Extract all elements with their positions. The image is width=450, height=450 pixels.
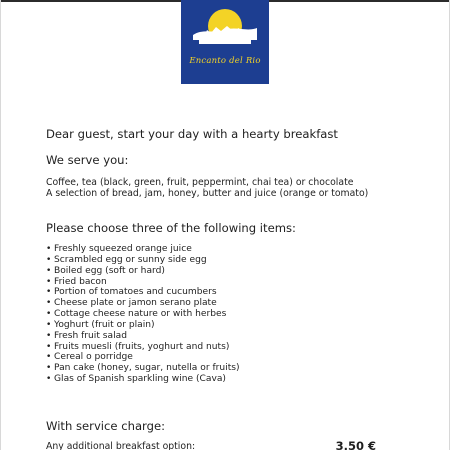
bullet-icon: • [46, 287, 52, 298]
ground-icon [199, 39, 251, 44]
list-item-text: Cottage cheese nature or with herbes [54, 309, 227, 320]
list-item [46, 331, 240, 342]
bullet-icon: • [46, 341, 52, 352]
list-item-text: Boiled egg (soft or hard) [54, 265, 165, 276]
logo-emblem-icon [181, 0, 269, 84]
price-value: 3.50 € [335, 439, 376, 450]
left-border [0, 0, 1, 450]
list-item-text: Fried bacon [54, 276, 107, 287]
list-item-text: Scrambled egg or sunny side egg [54, 254, 207, 265]
serve-line-1: Coffee, tea (black, green, fruit, peppermint, chai tea) or chocolate [46, 177, 354, 188]
list-item [46, 363, 240, 374]
bullet-icon: • [46, 352, 52, 363]
list-item-text: Fruits muesli (fruits, yoghurt and nuts) [54, 341, 230, 352]
serve-heading: We serve you: [46, 153, 129, 167]
list-item-text: Cereal o porridge [54, 352, 133, 363]
price-label: Any additional breakfast option: [46, 441, 196, 450]
bullet-icon: • [46, 276, 52, 287]
bullet-icon: • [46, 298, 52, 309]
list-item [46, 244, 240, 255]
service-heading: With service charge: [46, 419, 166, 433]
list-item-text: Freshly squeezed orange juice [54, 244, 192, 254]
list-item [46, 277, 240, 288]
bullet-icon: • [46, 265, 52, 276]
list-item-text: Glas of Spanish sparkling wine (Cava) [54, 374, 226, 385]
bullet-icon: • [46, 330, 52, 341]
list-item [46, 374, 240, 385]
bullet-icon: • [46, 319, 52, 330]
list-item [46, 287, 240, 298]
list-item [46, 255, 240, 266]
serve-line-2: A selection of bread, jam, honey, butter and juice (orange or tomato) [46, 188, 369, 199]
price-row [46, 441, 376, 450]
intro-heading: Dear guest, start your day with a hearty breakfast [46, 127, 338, 141]
list-item [46, 266, 240, 277]
list-item-text: Yoghurt (fruit or plain) [54, 319, 155, 330]
list-item [46, 298, 240, 309]
list-item [46, 320, 240, 331]
hotel-logo [181, 0, 269, 84]
bullet-icon: • [46, 374, 52, 385]
list-item [46, 342, 240, 353]
list-item [46, 309, 240, 320]
bullet-icon: • [46, 363, 52, 374]
bullet-icon: • [46, 254, 52, 265]
list-item-text: Cheese plate or jamon serano plate [54, 298, 217, 309]
list-item [46, 352, 240, 363]
logo-text: Encanto del Rio [189, 56, 261, 66]
choose-heading: Please choose three of the following items: [46, 221, 296, 235]
breakfast-options-list [46, 244, 240, 385]
list-item-text: Portion of tomatoes and cucumbers [54, 287, 217, 298]
list-item-text: Pan cake (honey, sugar, nutella or fruits) [54, 363, 240, 374]
bullet-icon: • [46, 309, 52, 320]
bullet-icon: • [46, 244, 52, 254]
list-item-text: Fresh fruit salad [54, 330, 127, 341]
